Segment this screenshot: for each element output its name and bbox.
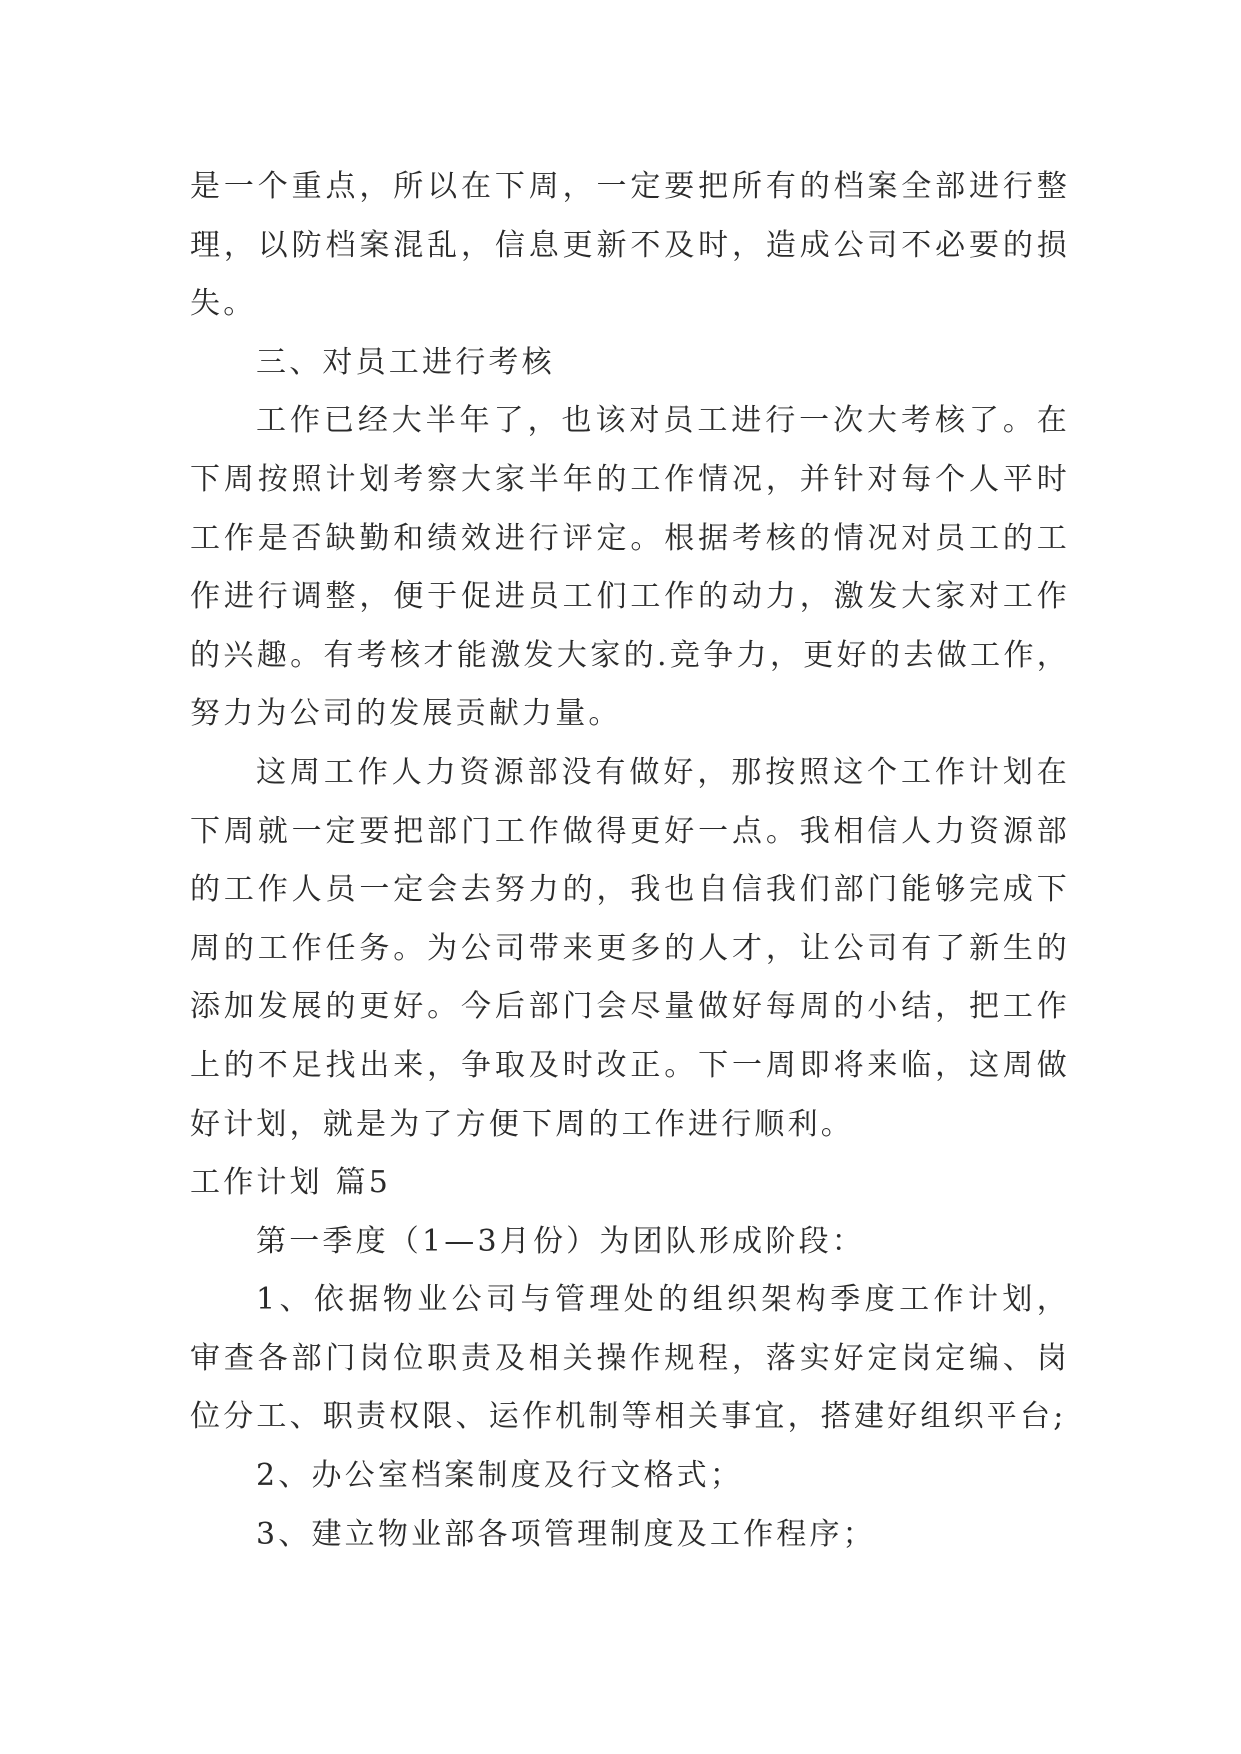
paragraph-archive-continuation: 是一个重点，所以在下周，一定要把所有的档案全部进行整理，以防档案混乱，信息更新不及时，造成公司不必要的损失。	[190, 169, 1070, 322]
paragraph-employee-assessment: 工作已经大半年了，也该对员工进行一次大考核了。在下周按照计划考察大家半年的工作情况，并针对每个人平时工作是否缺勤和绩效进行评定。根据考核的情况对员工的工作进行调整，便于促进员工们工作的动力，激发大家对工作的兴趣。有考核才能激发大家的.竞争力，更好的去做工作，努力为公司的发展贡献力量。	[190, 403, 1070, 732]
paragraph-first-quarter: 第一季度（1—3月份）为团队形成阶段：	[256, 1223, 865, 1259]
list-item-3: 3、建立物业部各项管理制度及工作程序；	[256, 1516, 876, 1552]
paragraph-hr-summary: 这周工作人力资源部没有做好，那按照这个工作计划在下周就一定要把部门工作做得更好一点。我相信人力资源部的工作人员一定会去努力的，我也自信我们部门能够完成下周的工作任务。为公司带来更多的人才，让公司有了新生的添加发展的更好。今后部门会尽量做好每周的小结，把工作上的不足找出来，争取及时改正。下一周即将来临，这周做好计划，就是为了方便下周的工作进行顺利。	[190, 754, 1070, 1142]
article-heading-work-plan-5: 工作计划 篇5	[190, 1165, 392, 1201]
document-body	[190, 158, 1070, 1564]
section-heading-employee-assessment: 三、对员工进行考核	[256, 344, 555, 380]
list-item-1: 1、依据物业公司与管理处的组织架构季度工作计划，审查各部门岗位职责及相关操作规程，落实好定岗定编、岗位分工、职责权限、运作机制等相关事宜，搭建好组织平台;	[190, 1282, 1070, 1435]
list-item-2: 2、办公室档案制度及行文格式；	[256, 1458, 744, 1494]
